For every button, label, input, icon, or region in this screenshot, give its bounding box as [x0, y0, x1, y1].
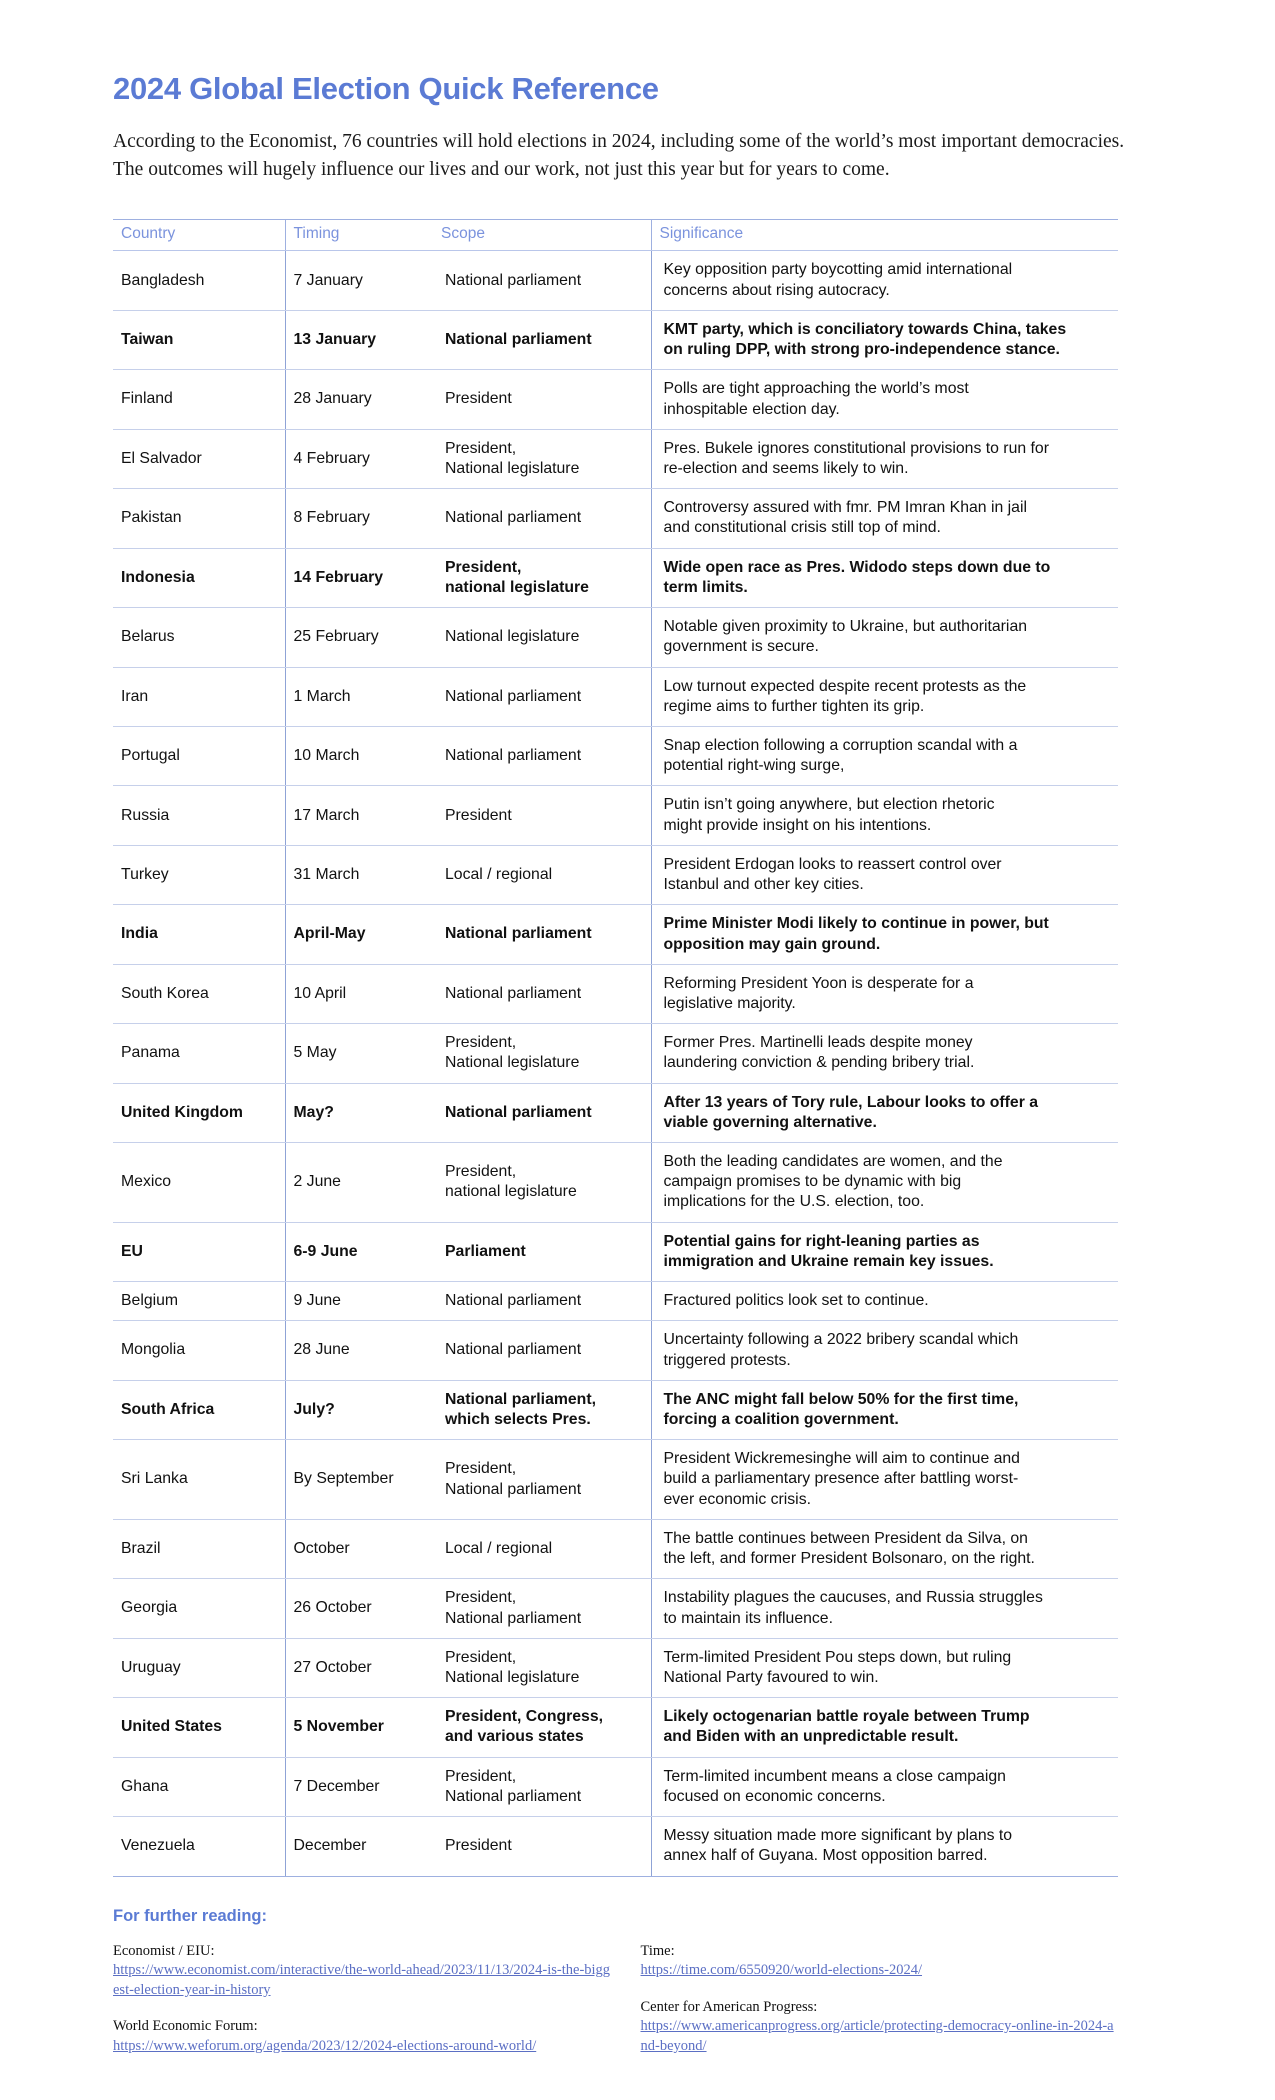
intro-paragraph: According to the Economist, 76 countries will hold elections in 2024, including some of the world’s most important democracies. The outcomes will hugely influence our lives and our work, not just this year but for years to come. [113, 131, 1125, 180]
significance-line: the left, and former President Bolsonaro, on the right. [663, 1550, 1035, 1568]
table-row [113, 310, 1118, 369]
cell-country: Mexico [113, 1143, 285, 1223]
significance-line: campaign promises to be dynamic with big [663, 1173, 962, 1191]
significance-line: triggered protests. [663, 1351, 791, 1369]
table-row [113, 1282, 1118, 1321]
further-reading-column-left [113, 1942, 616, 2074]
significance-line: term limits. [663, 578, 748, 596]
further-reading-column-right [616, 1942, 1119, 2074]
scope-line: President, [445, 1163, 517, 1181]
cell-significance [651, 429, 1118, 488]
cell-country: El Salvador [113, 429, 285, 488]
significance-line: re-election and seems likely to win. [663, 460, 909, 477]
cell-timing: May? [285, 1083, 433, 1142]
table-row [113, 1579, 1118, 1638]
table-row [113, 1222, 1118, 1281]
cell-significance [651, 726, 1118, 785]
table-row [113, 667, 1118, 726]
cell-significance [651, 489, 1118, 548]
significance-line: Fractured politics look set to continue. [663, 1292, 929, 1310]
cell-country: Georgia [113, 1579, 285, 1638]
significance-line: ever economic crisis. [663, 1490, 811, 1508]
cell-significance [651, 1519, 1118, 1578]
significance-line: The ANC might fall below 50% for the first time, [663, 1390, 1019, 1408]
scope-line: which selects Pres. [445, 1411, 591, 1428]
cell-significance [651, 1440, 1118, 1520]
further-reading-heading: For further reading: [113, 1906, 268, 1925]
significance-line: and Biden with an unpredictable result. [663, 1728, 959, 1746]
significance-line: to maintain its influence. [663, 1609, 833, 1627]
cell-timing: 9 June [285, 1282, 433, 1321]
scope-line: Parliament [445, 1242, 526, 1260]
cell-timing: 1 March [285, 667, 433, 726]
scope-line: Local / regional [445, 1539, 553, 1557]
cell-scope [433, 726, 651, 785]
cell-significance [651, 548, 1118, 607]
table-row [113, 964, 1118, 1023]
significance-line: focused on economic concerns. [663, 1787, 886, 1805]
cell-scope [433, 1579, 651, 1638]
cell-timing: 4 February [285, 429, 433, 488]
significance-line: Controversy assured with fmr. PM Imran Khan in jail [663, 499, 1027, 517]
scope-line: President, Congress, [445, 1708, 604, 1726]
significance-line: viable governing alternative. [663, 1113, 877, 1131]
scope-line: National parliament [445, 687, 582, 705]
cell-country: Panama [113, 1024, 285, 1083]
table-row [113, 1321, 1118, 1380]
cell-significance [651, 1083, 1118, 1142]
table-row [113, 1380, 1118, 1439]
cell-timing: 14 February [285, 548, 433, 607]
significance-line: Term-limited incumbent means a close campaign [663, 1767, 1006, 1785]
cell-country: United Kingdom [113, 1083, 285, 1142]
cell-scope [433, 905, 651, 964]
cell-timing: 10 March [285, 726, 433, 785]
significance-line: President Erdogan looks to reassert control over [663, 855, 1002, 873]
cell-country: United States [113, 1698, 285, 1757]
scope-line: National parliament [445, 747, 582, 765]
table-row [113, 489, 1118, 548]
column-header-scope: Scope [433, 220, 651, 251]
significance-line: Former Pres. Martinelli leads despite money [663, 1034, 973, 1052]
table-header-row [113, 220, 1118, 251]
scope-line: and various states [445, 1728, 584, 1746]
cell-significance [651, 608, 1118, 667]
cell-significance [651, 905, 1118, 964]
cell-significance [651, 1757, 1118, 1816]
cell-country: Russia [113, 786, 285, 845]
significance-line: on ruling DPP, with strong pro-independence stance. [663, 341, 1060, 359]
scope-line: Local / regional [445, 865, 553, 883]
reference-label: Economist / EIU: [113, 1942, 215, 1959]
scope-line: National legislature [445, 460, 580, 477]
scope-line: National parliament [445, 1292, 582, 1310]
table-row [113, 251, 1118, 310]
significance-line: Polls are tight approaching the world’s most [663, 380, 969, 398]
cell-significance [651, 1321, 1118, 1380]
cell-scope [433, 1519, 651, 1578]
significance-line: Snap election following a corruption scandal with a [663, 736, 1018, 754]
cell-timing: April-May [285, 905, 433, 964]
cell-scope [433, 1638, 651, 1697]
cell-country: Indonesia [113, 548, 285, 607]
cell-country: Iran [113, 667, 285, 726]
cell-country: EU [113, 1222, 285, 1281]
significance-line: Messy situation made more significant by plans to [663, 1827, 1013, 1845]
cell-scope [433, 1024, 651, 1083]
cell-scope [433, 370, 651, 429]
cell-scope [433, 429, 651, 488]
reference-label: Center for American Progress: [640, 1998, 818, 2015]
cell-timing: 26 October [285, 1579, 433, 1638]
significance-line: implications for the U.S. election, too. [663, 1193, 925, 1211]
significance-line: potential right-wing surge, [663, 757, 845, 775]
scope-line: President, [445, 1589, 517, 1607]
cell-country: Ghana [113, 1757, 285, 1816]
scope-line: National parliament [445, 984, 582, 1002]
cell-country: Uruguay [113, 1638, 285, 1697]
table-row [113, 1440, 1118, 1520]
cell-significance [651, 1579, 1118, 1638]
scope-line: President, [445, 1767, 517, 1785]
cell-country: Mongolia [113, 1321, 285, 1380]
table-row [113, 370, 1118, 429]
cell-scope [433, 489, 651, 548]
elections-table-body [113, 251, 1118, 1876]
cell-country: Brazil [113, 1519, 285, 1578]
reference-item [113, 1942, 616, 2001]
cell-significance [651, 1380, 1118, 1439]
cell-significance [651, 1024, 1118, 1083]
cell-country: Belarus [113, 608, 285, 667]
significance-line: Potential gains for right-leaning parties as [663, 1232, 980, 1250]
reference-item [113, 2017, 616, 2056]
scope-line: National parliament [445, 1341, 582, 1359]
significance-line: Notable given proximity to Ukraine, but authoritarian [663, 618, 1028, 636]
cell-scope [433, 1440, 651, 1520]
significance-line: Prime Minister Modi likely to continue in power, but [663, 915, 1049, 933]
cell-timing: 28 January [285, 370, 433, 429]
cell-significance [651, 786, 1118, 845]
cell-country: Pakistan [113, 489, 285, 548]
page-title: 2024 Global Election Quick Reference [113, 71, 659, 106]
cell-significance [651, 251, 1118, 310]
cell-country: India [113, 905, 285, 964]
significance-line: forcing a coalition government. [663, 1411, 899, 1428]
reference-link[interactable]: https://www.economist.com/interactive/the-world-ahead/2023/11/13/2024-is-the-biggest-election-year-in-history [113, 1962, 611, 1998]
significance-line: build a parliamentary presence after battling worst- [663, 1470, 1019, 1488]
table-row [113, 1519, 1118, 1578]
significance-line: might provide insight on his intentions. [663, 816, 932, 834]
cell-timing: 10 April [285, 964, 433, 1023]
significance-line: Both the leading candidates are women, and the [663, 1153, 1003, 1171]
scope-line: National parliament [445, 1787, 582, 1805]
cell-significance [651, 964, 1118, 1023]
scope-line: National parliament, [445, 1390, 596, 1408]
significance-line: Reforming President Yoon is desperate for a [663, 974, 974, 992]
reference-link[interactable]: https://time.com/6550920/world-elections-2024/ [640, 1962, 923, 1979]
reference-link[interactable]: https://www.americanprogress.org/article/protecting-democracy-online-in-2024-and-beyond/ [640, 2018, 1114, 2054]
significance-line: Istanbul and other key cities. [663, 876, 864, 894]
cell-timing: 17 March [285, 786, 433, 845]
cell-scope [433, 786, 651, 845]
significance-line: The battle continues between President da Silva, on [663, 1529, 1028, 1547]
cell-timing: 7 December [285, 1757, 433, 1816]
cell-timing: October [285, 1519, 433, 1578]
cell-scope [433, 845, 651, 904]
scope-line: National parliament [445, 1480, 582, 1498]
cell-significance [651, 1698, 1118, 1757]
cell-scope [433, 251, 651, 310]
significance-line: and constitutional crisis still top of mind. [663, 519, 941, 537]
cell-country: Portugal [113, 726, 285, 785]
scope-line: National legislature [445, 1054, 580, 1072]
significance-line: KMT party, which is conciliatory towards China, takes [663, 320, 1067, 338]
cell-timing: July? [285, 1380, 433, 1439]
significance-line: immigration and Ukraine remain key issues. [663, 1252, 994, 1270]
further-reading-section [113, 1907, 1168, 2074]
table-row [113, 548, 1118, 607]
table-row [113, 1143, 1118, 1223]
cell-timing: December [285, 1817, 433, 1876]
significance-line: National Party favoured to win. [663, 1668, 879, 1686]
cell-scope [433, 1757, 651, 1816]
significance-line: annex half of Guyana. Most opposition barred. [663, 1847, 988, 1865]
significance-line: Low turnout expected despite recent protests as the [663, 677, 1027, 695]
cell-country: Taiwan [113, 310, 285, 369]
scope-line: President [445, 806, 512, 824]
significance-line: laundering conviction & pending bribery trial. [663, 1054, 975, 1072]
cell-timing: 31 March [285, 845, 433, 904]
cell-timing: 8 February [285, 489, 433, 548]
cell-country: South Korea [113, 964, 285, 1023]
scope-line: President [445, 390, 512, 408]
scope-line: National parliament [445, 1609, 582, 1627]
table-row [113, 905, 1118, 964]
significance-line: government is secure. [663, 638, 819, 656]
cell-timing: 6-9 June [285, 1222, 433, 1281]
cell-scope [433, 1817, 651, 1876]
significance-line: legislative majority. [663, 994, 796, 1012]
significance-line: inhospitable election day. [663, 400, 840, 418]
reference-item [641, 1942, 1119, 1981]
cell-significance [651, 1143, 1118, 1223]
significance-line: opposition may gain ground. [663, 935, 881, 953]
scope-line: President, [445, 558, 522, 576]
column-header-significance: Significance [651, 220, 1118, 251]
cell-significance [651, 667, 1118, 726]
cell-scope [433, 310, 651, 369]
significance-line: Instability plagues the caucuses, and Russia struggles [663, 1589, 1043, 1607]
cell-timing: 7 January [285, 251, 433, 310]
cell-timing: 25 February [285, 608, 433, 667]
scope-line: National legislature [445, 1668, 580, 1686]
cell-country: Bangladesh [113, 251, 285, 310]
reference-link[interactable]: https://www.weforum.org/agenda/2023/12/2024-elections-around-world/ [113, 2037, 537, 2054]
significance-line: Term-limited President Pou steps down, but ruling [663, 1648, 1012, 1666]
scope-line: President, [445, 1648, 517, 1666]
reference-label: World Economic Forum: [113, 2018, 258, 2035]
table-row [113, 786, 1118, 845]
cell-country: Finland [113, 370, 285, 429]
cell-timing: 5 November [285, 1698, 433, 1757]
significance-line: Key opposition party boycotting amid international [663, 261, 1013, 279]
scope-line: national legislature [445, 578, 589, 596]
significance-line: Pres. Bukele ignores constitutional provisions to run for [663, 439, 1049, 457]
cell-timing: 5 May [285, 1024, 433, 1083]
cell-country: Turkey [113, 845, 285, 904]
cell-significance [651, 1817, 1118, 1876]
cell-country: Venezuela [113, 1817, 285, 1876]
cell-scope [433, 1380, 651, 1439]
scope-line: National legislature [445, 628, 580, 646]
scope-line: National parliament [445, 331, 592, 349]
cell-scope [433, 964, 651, 1023]
significance-line: President Wickremesinghe will aim to continue and [663, 1450, 1020, 1468]
significance-line: Putin isn’t going anywhere, but election rhetoric [663, 796, 995, 814]
table-row [113, 845, 1118, 904]
cell-country: Belgium [113, 1282, 285, 1321]
cell-timing: By September [285, 1440, 433, 1520]
cell-scope [433, 1222, 651, 1281]
reference-item [641, 1998, 1119, 2057]
cell-significance [651, 845, 1118, 904]
table-row [113, 1024, 1118, 1083]
significance-line: regime aims to further tighten its grip. [663, 697, 925, 715]
cell-scope [433, 1083, 651, 1142]
table-row [113, 608, 1118, 667]
table-row [113, 1757, 1118, 1816]
scope-line: National parliament [445, 1103, 592, 1121]
scope-line: President, [445, 1460, 517, 1478]
significance-line: Likely octogenarian battle royale between Trump [663, 1708, 1030, 1726]
cell-country: Sri Lanka [113, 1440, 285, 1520]
cell-scope [433, 1321, 651, 1380]
elections-table [113, 219, 1118, 1876]
significance-line: Uncertainty following a 2022 bribery scandal which [663, 1331, 1019, 1349]
cell-significance [651, 370, 1118, 429]
cell-significance [651, 1638, 1118, 1697]
cell-scope [433, 667, 651, 726]
cell-timing: 2 June [285, 1143, 433, 1223]
column-header-timing: Timing [285, 220, 433, 251]
column-header-country: Country [113, 220, 285, 251]
scope-line: President, [445, 439, 517, 457]
cell-timing: 13 January [285, 310, 433, 369]
significance-line: concerns about rising autocracy. [663, 281, 890, 299]
table-row [113, 1638, 1118, 1697]
cell-significance [651, 310, 1118, 369]
table-row [113, 1817, 1118, 1876]
cell-scope [433, 1282, 651, 1321]
cell-timing: 27 October [285, 1638, 433, 1697]
scope-line: National parliament [445, 509, 582, 527]
scope-line: National parliament [445, 271, 582, 289]
cell-significance [651, 1282, 1118, 1321]
scope-line: President, [445, 1034, 517, 1052]
cell-scope [433, 1143, 651, 1223]
cell-country: South Africa [113, 1380, 285, 1439]
cell-scope [433, 608, 651, 667]
table-row [113, 1083, 1118, 1142]
table-row [113, 429, 1118, 488]
reference-label: Time: [640, 1942, 675, 1959]
scope-line: national legislature [445, 1183, 577, 1201]
scope-line: National parliament [445, 925, 592, 943]
cell-timing: 28 June [285, 1321, 433, 1380]
significance-line: After 13 years of Tory rule, Labour looks to offer a [663, 1093, 1039, 1111]
table-row [113, 726, 1118, 785]
cell-scope [433, 548, 651, 607]
table-row [113, 1698, 1118, 1757]
scope-line: President [445, 1837, 512, 1855]
cell-scope [433, 1698, 651, 1757]
cell-significance [651, 1222, 1118, 1281]
significance-line: Wide open race as Pres. Widodo steps down due to [663, 558, 1051, 576]
